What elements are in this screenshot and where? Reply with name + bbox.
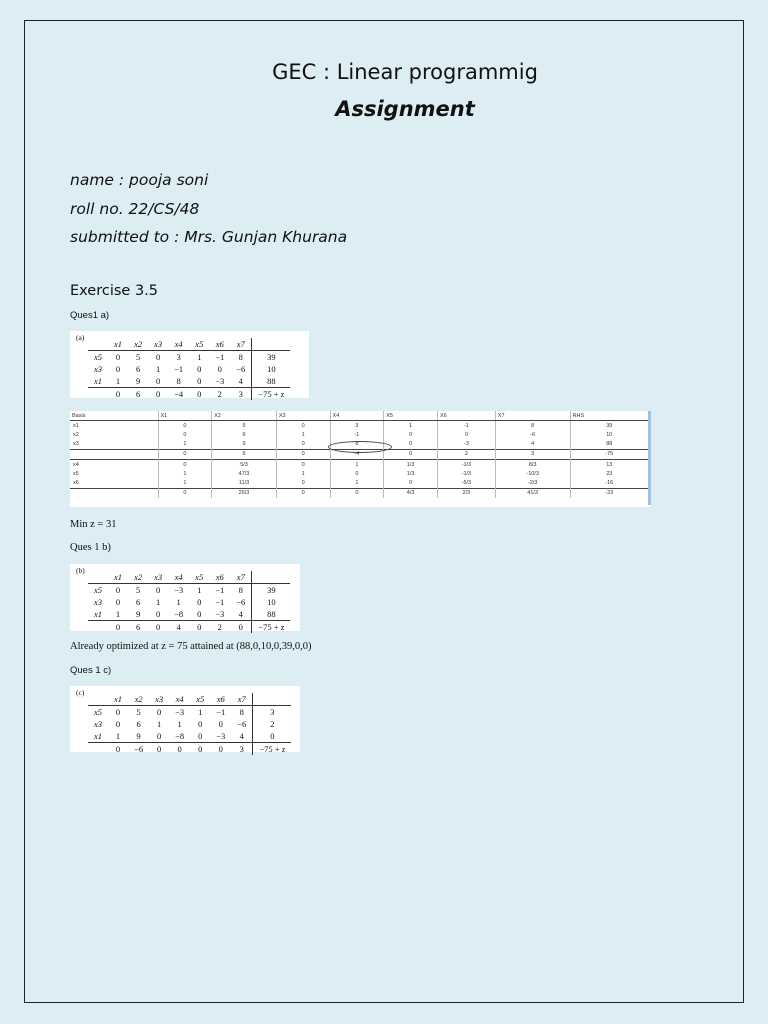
q1a-label: Ques1 a) [70,310,110,321]
corner-cell [88,693,108,706]
solution-cell: 1 [384,421,438,431]
solution-cell: x2 [73,431,79,438]
solution-cell: 0 [276,449,330,459]
basis-variable: x5 [94,352,103,362]
solution-cell: 8 [330,440,384,450]
tableau-row [88,621,290,634]
tableau-cell: 8 [238,352,243,362]
tableau-cell: 1 [197,585,202,595]
basis-variable [88,621,108,634]
solution-cell: 0 [158,421,212,431]
basis-variable: x3 [94,597,103,607]
tableau-row [88,596,290,608]
basis-variable: x1 [94,376,103,386]
column-header: x3 [148,571,168,584]
tableau-cell: −6 [128,743,149,756]
tableau-cell: −8 [174,609,184,619]
solution-cell: 2/3 [437,488,495,498]
tableau-cell: −1 [174,364,184,374]
corner-cell [88,338,108,351]
rhs-cell: 39 [252,351,291,364]
tableau-cell: 0 [198,731,203,741]
tableau-cell: −6 [236,597,246,607]
image-edge-bar [648,411,651,505]
solution-cell: x6 [73,479,79,486]
solution-cell: 0 [158,459,212,469]
tableau-cell: 3 [231,743,253,756]
solution-cell: -4 [330,449,384,459]
solution-cell: 0 [158,449,212,459]
solution-cell: -75 [570,449,648,459]
tableau-cell: 1 [157,719,162,729]
tableau-cell: 0 [218,719,223,729]
tableau-cell: 1 [176,597,181,607]
tableau-cell: 0 [189,621,209,634]
tableau-cell: 0 [157,707,162,717]
solution-cell: x4 [70,459,158,469]
solution-cell: 3 [330,421,384,431]
solution-cell: 6 [212,449,277,459]
tableau-cell: −3 [216,731,226,741]
solution-header: RHS [570,411,648,421]
column-header: x5 [190,693,210,706]
tableau-cell: 4 [168,621,189,634]
solution-cell: 39 [570,421,648,431]
solution-cell: -1/3 [437,469,495,478]
tableau-cell: 0 [157,731,162,741]
column-header: x2 [128,571,148,584]
column-header: x3 [149,693,169,706]
tableau-cell: −3 [175,707,185,717]
solution-cell: 1 [276,430,330,439]
column-header: x1 [108,571,128,584]
roll-number: roll no. 22/CS/48 [70,200,200,218]
solution-cell: 4 [495,440,570,450]
solution-cell: 1 [276,469,330,478]
q1b-tag: (b) [76,566,85,575]
solution-row [70,459,648,469]
tableau-cell: −3 [215,376,225,386]
basis-variable: x1 [94,731,103,741]
tableau-cell: 1 [155,597,161,607]
solution-cell: -6 [495,430,570,439]
tableau-cell: 5 [135,585,141,595]
tableau-cell: 0 [197,597,202,607]
rhs-header [252,338,291,351]
tableau-cell: 0 [108,388,128,401]
column-header: x4 [169,693,190,706]
tableau-cell: 1 [197,352,202,362]
optimized-text: Already optimized at z = 75 attained at (88,0,10,0,39,0,0) [70,641,312,652]
tableau-cell: 0 [155,609,161,619]
column-header: x1 [108,693,128,706]
solution-cell: 8 [495,421,570,431]
tableau-cell: 0 [115,597,121,607]
column-header: x1 [108,338,128,351]
solution-cell: 41/3 [495,488,570,498]
tableau-cell: 6 [128,388,148,401]
solution-header: X1 [158,411,212,421]
q1c-label: Ques 1 c) [70,665,112,676]
tableau-cell: 4 [238,609,243,619]
solution-cell: 0 [330,488,384,498]
solution-cell: -3 [437,440,495,450]
basis-variable: x3 [94,364,103,374]
tableau-cell: 2 [209,388,230,401]
tableau-cell: 4 [239,731,244,741]
tableau-cell: −3 [174,585,184,595]
solution-header: Basis [70,411,158,421]
tableau-cell: 0 [169,743,190,756]
tableau-row [88,608,290,621]
solution-cell: -16 [570,478,648,488]
rhs-cell: −75 + z [252,621,291,634]
rhs-cell: 3 [253,706,292,719]
tableau-cell: 5 [136,707,141,717]
solution-cell: -10/3 [495,469,570,478]
solution-cell: 88 [570,440,648,450]
tableau-cell: 0 [210,743,231,756]
solution-row [70,469,648,478]
tableau-cell: 0 [197,609,202,619]
tableau-cell: 0 [148,621,168,634]
tableau-cell: 0 [148,388,168,401]
solution-cell: 3 [495,449,570,459]
tableau-cell: 0 [115,364,121,374]
solution-cell: 0 [276,440,330,450]
solution-cell: 11/3 [212,478,277,488]
solution-cell: 0 [384,449,438,459]
q1c-tag: (c) [76,688,85,697]
solution-cell: 0 [276,421,330,431]
tableau-cell: 0 [217,364,222,374]
solution-cell: 1 [330,459,384,469]
tableau-cell: 0 [155,352,161,362]
solution-cell [70,449,158,459]
q1a-tableau [88,338,290,400]
tableau-cell: 1 [115,609,121,619]
basis-variable: x5 [94,585,103,595]
rhs-header [252,571,291,584]
tableau-cell: −1 [216,707,226,717]
solution-header: X3 [276,411,330,421]
column-header: x2 [128,693,149,706]
tableau-cell: 0 [115,707,121,717]
tableau-cell: 0 [197,364,202,374]
solution-cell: x1 [73,422,79,429]
rhs-cell: −75 + z [252,388,291,401]
solution-header: X7 [495,411,570,421]
tableau-cell: 0 [115,719,121,729]
tableau-row [88,743,291,756]
solution-cell: 13 [570,459,648,469]
solution-cell: 0 [384,430,438,439]
tableau-cell: 0 [190,743,210,756]
solution-cell: 47/3 [212,469,277,478]
tableau-row [88,730,291,743]
solution-table [70,411,648,498]
tableau-cell: 8 [176,376,181,386]
rhs-cell: 39 [252,584,291,597]
tableau-cell: 1 [115,376,121,386]
circled-pivot [328,441,392,453]
tableau-cell: 1 [198,707,203,717]
solution-row [70,478,648,488]
min-z-text: Min z = 31 [70,519,117,530]
solution-cell: -2/3 [495,478,570,488]
solution-row [70,421,648,431]
q1b-label: Ques 1 b) [70,542,111,553]
solution-cell: 2 [437,449,495,459]
solution-cell: 0 [158,488,212,498]
column-header: x7 [230,571,252,584]
tableau-cell: 0 [115,585,121,595]
tableau-row [88,706,291,719]
solution-cell: 8/3 [495,459,570,469]
tableau-cell: 8 [239,707,244,717]
solution-cell: -23 [570,488,648,498]
solution-cell: 1/3 [384,469,438,478]
solution-cell: x3 [73,441,79,448]
tableau-cell: 0 [155,376,161,386]
page-subtitle: Assignment [335,97,475,121]
tableau-cell: 3 [176,352,181,362]
solution-header: X5 [384,411,438,421]
tableau-cell: 2 [209,621,230,634]
solution-cell: 26/3 [212,488,277,498]
solution-cell: 9 [212,440,277,450]
solution-cell: 0 [384,478,438,488]
tableau-cell: −1 [215,352,225,362]
solution-cell: -1/3 [437,459,495,469]
tableau-cell: −4 [168,388,189,401]
solution-cell: 5/3 [212,459,277,469]
rhs-cell: 2 [253,718,292,730]
tableau-cell: 6 [135,364,141,374]
tableau-cell: −1 [215,597,225,607]
tableau-cell: 1 [115,731,121,741]
solution-cell: 1 [158,469,212,478]
tableau-row [88,388,290,401]
column-header: x7 [230,338,252,351]
tableau-cell: 9 [136,731,141,741]
column-header: x5 [189,571,209,584]
tableau-cell: 0 [115,352,121,362]
q1c-tableau-image [70,686,300,752]
q1b-tableau-image [70,564,300,631]
column-header: x6 [210,693,231,706]
solution-row [70,488,648,498]
column-header: x4 [168,571,189,584]
solution-cell: 0 [330,469,384,478]
q1c-tableau [88,693,291,755]
basis-variable [88,743,108,756]
rhs-cell: 0 [253,730,292,743]
tableau-cell: 0 [198,719,203,729]
tableau-cell: 1 [177,719,182,729]
solution-cell: 1 [158,440,212,450]
tableau-cell: 9 [135,376,141,386]
basis-variable: x3 [94,719,103,729]
tableau-cell: 3 [230,388,252,401]
solution-cell: 0 [384,440,438,450]
tableau-cell: 0 [149,743,169,756]
tableau-cell: 0 [108,743,128,756]
q1b-tableau [88,571,290,633]
tableau-row [88,584,290,597]
rhs-cell: −75 + z [253,743,292,756]
solution-cell: 0 [276,478,330,488]
tableau-cell: 6 [128,621,148,634]
exercise-heading: Exercise 3.5 [70,283,159,299]
solution-cell: 10 [570,430,648,439]
rhs-cell: 88 [252,375,291,388]
tableau-cell: 6 [135,597,141,607]
tableau-cell: 0 [189,388,209,401]
tableau-cell: −6 [236,364,246,374]
tableau-row [88,351,290,364]
column-header: x4 [168,338,189,351]
basis-variable [88,388,108,401]
solution-cell: 5 [212,421,277,431]
tableau-cell: −8 [175,731,185,741]
rhs-cell: 10 [252,363,291,375]
basis-variable: x5 [94,707,103,717]
q1a-tableau-image [70,331,309,398]
solution-cell: 0 [276,488,330,498]
q1a-tag: (a) [76,333,85,342]
page-border [24,20,744,1003]
tableau-cell: 0 [230,621,252,634]
solution-header: X2 [212,411,277,421]
tableau-cell: 8 [238,585,243,595]
tableau-cell: −1 [215,585,225,595]
tableau-cell: 0 [197,376,202,386]
rhs-cell: 10 [252,596,291,608]
basis-variable: x1 [94,609,103,619]
solution-cell: 0 [276,459,330,469]
column-header: x6 [209,338,230,351]
tableau-cell: 4 [238,376,243,386]
solution-cell: -5/3 [437,478,495,488]
tableau-row [88,363,290,375]
tableau-cell: 5 [135,352,141,362]
tableau-cell: 1 [155,364,161,374]
column-header: x3 [148,338,168,351]
tableau-cell: 0 [155,585,161,595]
corner-cell [88,571,108,584]
solution-header: X6 [437,411,495,421]
column-header: x5 [189,338,209,351]
solution-cell: 6 [212,430,277,439]
solution-cell: 1 [158,478,212,488]
tableau-row [88,375,290,388]
solution-cell: 4/3 [384,488,438,498]
solution-cell: -1 [330,430,384,439]
page-title: GEC : Linear programmig [272,60,538,84]
solution-cell: 1/3 [384,459,438,469]
column-header: x2 [128,338,148,351]
solution-cell: 1 [330,478,384,488]
solution-cell: 23 [570,469,648,478]
column-header: x7 [231,693,253,706]
student-name: name : pooja soni [70,171,209,189]
solution-cell [70,488,158,498]
tableau-row [88,718,291,730]
solution-header: X4 [330,411,384,421]
column-header: x6 [209,571,230,584]
solution-cell: 0 [437,430,495,439]
solution-cell: -1 [437,421,495,431]
tableau-cell: 6 [136,719,141,729]
tableau-cell: −6 [237,719,247,729]
solution-row [70,430,648,439]
submitted-to: submitted to : Mrs. Gunjan Khurana [70,228,348,246]
solution-cell: 0 [158,430,212,439]
tableau-cell: 9 [135,609,141,619]
tableau-cell: 0 [108,621,128,634]
solution-cell: x5 [73,470,79,477]
rhs-cell: 88 [252,608,291,621]
solution-table-image [70,411,651,507]
tableau-cell: −3 [215,609,225,619]
rhs-header [253,693,292,706]
